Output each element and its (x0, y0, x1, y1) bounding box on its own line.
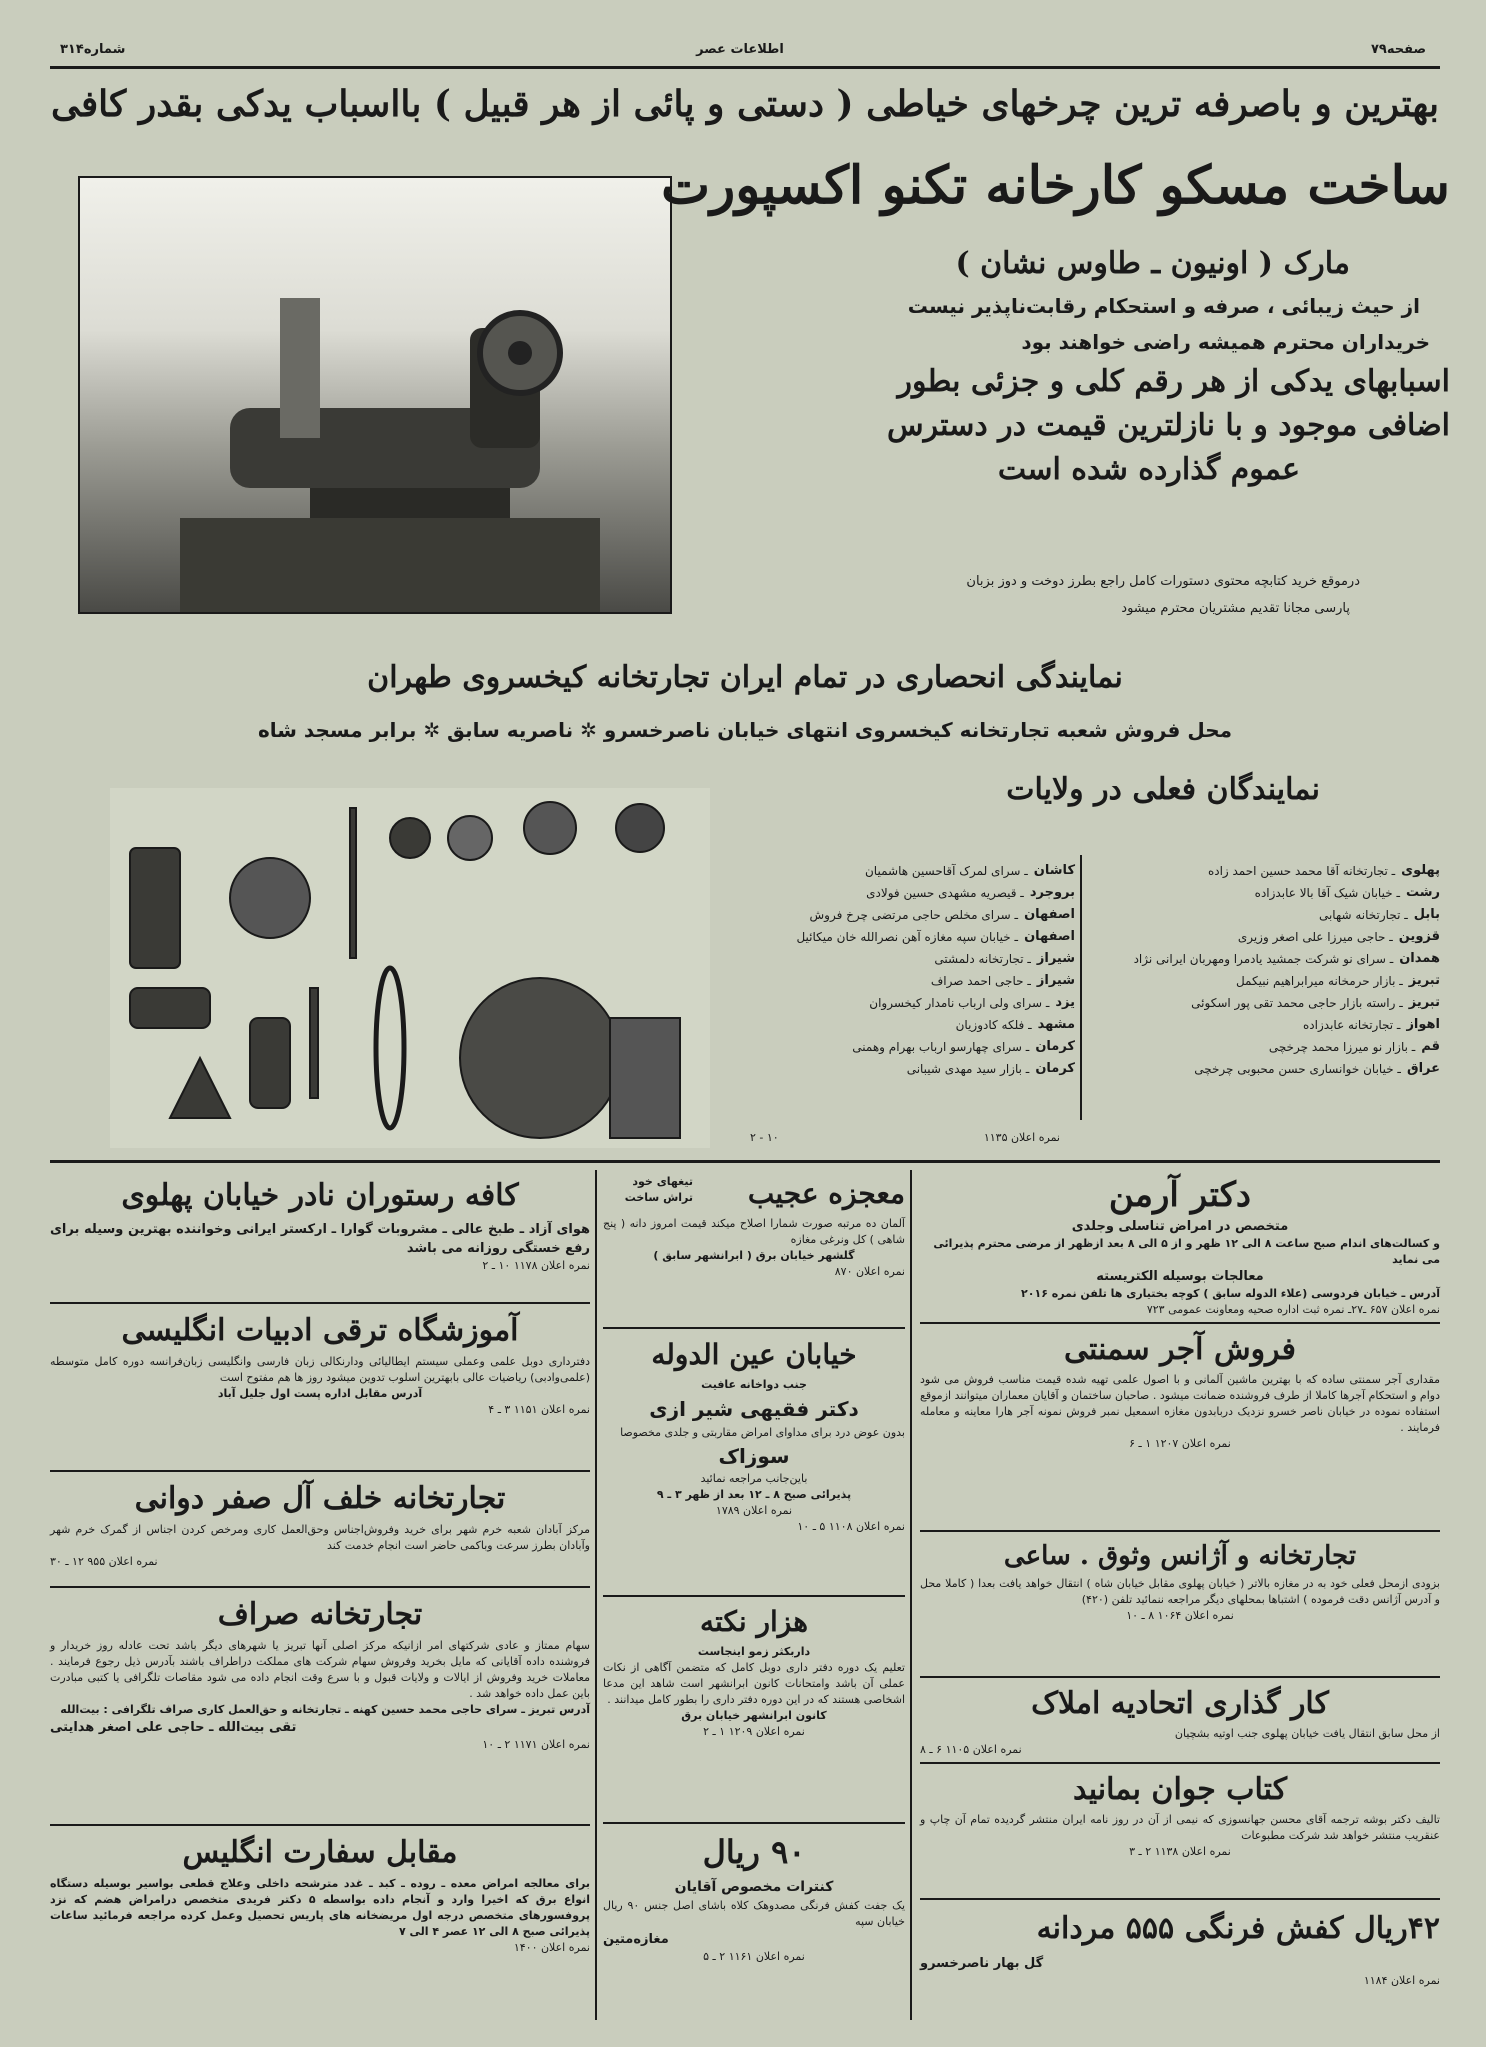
issue-number: شماره۳۱۴ (60, 42, 126, 57)
agent-row: یزد ـ سرای ولی ارباب نامدار کیخسروان (869, 995, 1075, 1010)
section-rule (50, 1160, 1440, 1163)
ad-cafe (50, 1172, 590, 1302)
ad-armen (920, 1172, 1440, 1322)
agent-row: رشت ـ خیابان شیک آقا بالا عابدزاده (1254, 885, 1440, 900)
spare-parts-icon (110, 788, 710, 1148)
agent-row: اهواز ـ تجارتخانه عابدزاده (1303, 1017, 1440, 1032)
main-big-2: اضافی موجود و با نازلترین قیمت در دسترس (886, 408, 1450, 443)
booklet-line-2: پارسی مجانا تقدیم مشتریان محترم میشود (1121, 601, 1350, 616)
mojeze-body: آلمان ده مرتبه صورت شمارا اصلاح میکند قیمت امروز دانه ( پنج شاهی ) کل ونرغی مغازه (603, 1217, 905, 1246)
hezar-body: تعلیم یک دوره دفتر داری دوبل کامل که متضمن آگاهی از نکات عملی آن باشد وامتحانات کانون ابرانشهر است شاهد این مدعا اشخاصی هستند که در این دوره دفتر داری را بطور کامل میدانند . (603, 1661, 905, 1706)
shoes-footer: نمره اعلان ۱۱۸۴ (1363, 1974, 1440, 1987)
booklet-line-1: درموقع خرید کتابچه محتوی دستورات کامل راجع بطرز دوخت و دوز بزبان (966, 574, 1360, 589)
safardavani-title: تجارتخانه خلف آل صفر دوانی (134, 1481, 506, 1516)
main-line-1: از حیث زیبائی ، صرفه و استحکام رقابت‌ناپذیر نیست (907, 294, 1420, 318)
embassy-title: مقابل سفارت انگلیس (182, 1835, 458, 1870)
brick-title: فروش آجر سمنتی (1064, 1332, 1296, 1367)
sarraf-footer: نمره اعلان ۱۱۷۱ ۲ ـ ۱۰ (482, 1738, 590, 1751)
ad-hezar (603, 1600, 905, 1822)
rule (920, 1322, 1440, 1324)
agent-row: کاشان ـ سرای لمرک آقاحسین هاشمیان (864, 863, 1075, 878)
book-title: کتاب جوان بمانید (1073, 1772, 1287, 1807)
mojeze-footer: نمره اعلان ۸۷۰ (834, 1265, 905, 1278)
rule (920, 1898, 1440, 1900)
paper-name: اطلاعات عصر (696, 42, 784, 57)
sarraf-address: آدرس تبریز ـ سرای حاجی محمد حسین کهنه ـ تجارتخانه و حق‌العمل کاری صراف تلگرافی : بیت‌الله (60, 1703, 590, 1716)
amlak-body: از محل سابق انتقال یافت خیابان پهلوی جنب اوتیه بشچیان (1174, 1727, 1440, 1740)
ad-vosough (920, 1536, 1440, 1676)
brand-name: مارک ( اونیون ـ طاوس نشان ) (955, 246, 1350, 281)
armen-footer: نمره اعلان ۶۵۷ ـ۲۷ـ نمره ثبت اداره صحیه ومعاونت عمومی ۷۲۳ (1146, 1303, 1440, 1316)
rule (603, 1822, 905, 1824)
einoddole-body: بدون عوض درد برای مداوای امراض مقاربتی و جلدی مخصوصا (620, 1426, 905, 1439)
mojeze-title: معجزه عجیب (747, 1177, 905, 1210)
school-address: آدرس مقابل اداره پست اول جلیل آباد (217, 1387, 423, 1400)
sewing-machine-photo (78, 176, 672, 614)
col-divider-left (595, 1170, 597, 2020)
school-body: دفترداری دوبل علمی وعملی سیستم ایطالیائی ودارنکالی زبان فارسی وانگلیسی زبان‌فرانسه دوره کامل متوسطه (علمی‌وادبی) ریاضیات عالی بابهترین اسلوب تدوین میشود روز ها هم مفتوح است (50, 1355, 590, 1384)
ad-school (50, 1308, 590, 1468)
rule (920, 1530, 1440, 1532)
col-divider-right (910, 1170, 912, 2020)
mojeze-aside: تیغهای خود تراش ساخت (624, 1175, 693, 1204)
mojeze-address: گلشهر خیابان برق ( ابرانشهر سابق ) (653, 1249, 855, 1262)
sewing-machine-icon (80, 178, 670, 612)
hezar-sub: داربکثر زمو اینجاست (697, 1645, 811, 1658)
ad-einoddole (603, 1333, 905, 1593)
agent-row: کرمان ـ سرای چهارسو ارباب بهرام وهمنی (852, 1039, 1075, 1054)
rule (603, 1595, 905, 1597)
school-footer: نمره اعلان ۱۱۵۱ ۳ ـ ۴ (488, 1403, 590, 1416)
rial-body: یک جفت کفش فرنگی مصدوهک کلاه باشای اصل جنس ۹۰ ریال خیابان سپه (603, 1899, 906, 1928)
main-big-1: اسبابهای یدکی از هر رقم کلی و جزئی بطور (897, 364, 1450, 399)
book-footer: نمره اعلان ۱۱۳۸ ۲ ـ ۳ (1129, 1845, 1231, 1858)
einoddole-title: خیابان عین الدوله (651, 1338, 857, 1371)
vosough-title: تجارتخانه و آژانس وثوق . ساعی (1003, 1541, 1357, 1571)
sarraf-sign: تقی بیت‌الله ـ حاجی علی اصغر هدایتی (50, 1720, 297, 1735)
agent-row: پهلوی ـ تجارتخانه آقا محمد حسین احمد زاده (1207, 863, 1440, 878)
sarraf-title: تجارتخانه صراف (217, 1597, 423, 1632)
shoes-title: ۴۲ریال کفش فرنگی ۵۵۵ مردانه (1036, 1911, 1440, 1946)
einoddole-hours: پذیرائی صبح ۸ ـ ۱۲ بعد از ظهر ۳ ـ ۹ (656, 1488, 852, 1501)
page-header (40, 38, 1446, 64)
rule (50, 1302, 590, 1304)
agent-row: تبریز ـ راسته بازار حاجی محمد تقی پور اسکوئی (1191, 995, 1440, 1010)
hezar-address: کانون ابرانشهر خیابان برق (681, 1709, 827, 1722)
agent-row: همدان ـ سرای نو شرکت جمشید یادمرا ومهربان ایرانی نژاد (1133, 951, 1440, 966)
ad-sarraf (50, 1592, 590, 1822)
brick-footer: نمره اعلان ۱۲۰۷ ۱ ـ ۶ (1129, 1437, 1231, 1450)
agents-title: نمایندگان فعلی در ولایات (1006, 772, 1320, 807)
exclusive-agency: نمایندگی انحصاری در تمام ایران تجارتخانه کیخسروی طهران (367, 660, 1123, 695)
ad-rial (603, 1828, 905, 2018)
cafe-body: هوای آزاد ـ طبخ عالی ـ مشروبات گوارا ـ ارکستر ایرانی وخواننده بهترین وسیله برای رفع خستگی روزانه می باشد (50, 1222, 590, 1256)
vosough-body: بزودی ازمحل فعلی خود به در مغازه بالاتر ( خیابان پهلوی مقابل خیابان شاه ) انتقال خواهد یافت بعدا ( کاملا محل و آدرس آژانس دقت فرموده ) اشتباها بمحلهای دیگر مراجعه ننمائید تلفن (۴۲۰) (920, 1577, 1440, 1606)
agent-row: تبریز ـ بازار حرمخانه میرابراهیم نبیکمل (1235, 973, 1440, 988)
main-line-2: خریداران محترم همیشه راضی خواهند بود (1021, 330, 1430, 354)
rule (50, 1470, 590, 1472)
ad-book (920, 1768, 1440, 1898)
header-rule (50, 66, 1440, 69)
einoddole-num: نمره اعلان ۱۷۸۹ (715, 1504, 793, 1517)
agent-row: بابل ـ تجارتخانه شهابی (1318, 907, 1440, 922)
agents-divider (1080, 855, 1082, 1120)
page-number: صفحه۷۹ (1370, 42, 1426, 57)
ad-brick (920, 1328, 1440, 1528)
hezar-footer: نمره اعلان ۱۲۰۹ ۱ ـ ۲ (703, 1725, 805, 1738)
agent-row: شیراز ـ تجارتخانه دلمشتی (934, 951, 1075, 966)
school-title: آموزشگاه ترقی ادبیات انگلیسی (121, 1313, 519, 1348)
rial-sub: کنترات مخصوص آقایان (674, 1879, 834, 1895)
agent-row: قزوین ـ حاجی میرزا علی اصغر وزیری (1237, 929, 1440, 944)
einoddole-souzak: سوزاک (718, 1444, 790, 1468)
booklet-note (500, 572, 1360, 618)
ad-safardavani (50, 1476, 590, 1586)
agent-row: مشهد ـ فلکه کادوزیان (955, 1017, 1075, 1032)
agent-row: اصفهان ـ سرای مخلص حاجی مرتضی چرخ فروش (809, 907, 1075, 922)
embassy-footer: نمره اعلان ۱۴۰۰ (513, 1941, 590, 1954)
agent-row: قم ـ بازار نو میرزا محمد چرخچی (1268, 1039, 1440, 1054)
ad-mojeze (603, 1172, 905, 1327)
armen-hours: و کسالت‌های اندام صبح ساعت ۸ الی ۱۲ ظهر و از ۵ الی ۸ بعد ازظهر از مرضی محترم پذیرائی می نماید (933, 1237, 1440, 1266)
safardavani-body: مرکز آبادان شعبه خرم شهر برای خرید وفروش‌اجناس وحق‌العمل کاری ومرخص کردن اجناس از گمرک خرم شهر وآبادان بطرز سرعت وباکمی حاضر است انجام خدمت کند (50, 1523, 590, 1552)
main-ad-dates: ۲ - ۱۰ (750, 1131, 779, 1144)
main-ad-text (661, 150, 1450, 492)
armen-address: آدرس ـ خیابان فردوسی (علاء الدوله سابق ) کوچه بختیاری ها تلفن نمره ۲۰۱۶ (1021, 1287, 1440, 1300)
cafe-title: کافه رستوران نادر خیابان پهلوی (121, 1178, 519, 1213)
sarraf-body: سهام ممتاز و عادی شرکتهای امر ازانیکه مرکز اصلی آنها تبریز یا شهرهای دیگر باشد تحت عادله روز خریدار و فروشنده داده آقایانی که مایل بخرید وفروش سهام شرکت های مملکت دراطراف باشند بآدرس ذیل رجوع فرمایند . معاملات خرید وفروش از ایالات و ولایات قبول و با سرع وقت انجام داده می شود مقاصات تلگرافی یا کتبی مبادرت باین عمل داده خواهد شد . (50, 1639, 590, 1700)
main-ad-number: نمره اعلان ۱۱۳۵ (983, 1131, 1060, 1144)
spare-parts-figure (110, 788, 710, 1148)
hezar-title: هزار نکته (700, 1605, 808, 1638)
main-headline-2: ساخت مسکو کارخانه تکنو اکسپورت (661, 155, 1450, 216)
main-big-3: عموم گذارده شده است (997, 452, 1300, 487)
ad-shoes (920, 1904, 1440, 2014)
agents-left-list (740, 860, 1075, 1080)
vosough-footer: نمره اعلان ۱۰۶۴ ۸ ـ ۱۰ (1126, 1609, 1234, 1622)
agent-row: شیراز ـ حاجی احمد صراف (930, 973, 1075, 988)
armen-specialty: متخصص در امراض تناسلی وجلدی (1071, 1219, 1289, 1234)
agent-row: کرمان ـ بازار سید مهدی شیبانی (906, 1061, 1075, 1076)
cafe-footer: نمره اعلان ۱۱۷۸ ۱۰ ـ ۲ (482, 1259, 590, 1272)
amlak-title: کار گذاری اتحادیه املاک (1031, 1686, 1329, 1721)
rule (50, 1586, 590, 1588)
book-body: تالیف دکتر بوشه ترجمه آقای محسن جهانسوزی که نیمی از آن در روز نامه ایران منتشر گردیده تمام آن چاپ و عنقریب منتشر خواهد شد شرکت مطبوعات (920, 1813, 1440, 1842)
einoddole-footer: نمره اعلان ۱۱۰۸ ۵ ـ ۱۰ (797, 1520, 905, 1533)
amlak-footer: نمره اعلان ۱۱۰۵ ۶ ـ ۸ (920, 1743, 1022, 1756)
rule (603, 1327, 905, 1329)
agent-row: بروجرد ـ قیصریه مشهدی حسین فولادی (866, 885, 1075, 900)
einoddole-sub: جنب دواخانه عافیت (701, 1378, 807, 1391)
rial-title: ۹۰ ریال (702, 1833, 806, 1871)
einoddole-body2: باین‌جانب مراجعه نمائید (700, 1472, 808, 1485)
rule (920, 1762, 1440, 1764)
main-headline-1: بهترین و باصرفه ترین چرخهای خیاطی ( دستی و پائی از هر قبیل ) بااسباب یدکی بقدر کافی (50, 83, 1440, 125)
armen-title: دکتر آرمن (1108, 1175, 1252, 1215)
agent-row: عراق ـ خیابان خوانساری حسن محبوبی چرخچی (1194, 1061, 1440, 1076)
armen-electric: معالجات بوسیله الکتریسته (1096, 1269, 1264, 1284)
shoes-side: گل بهار ناصرخسرو (920, 1956, 1044, 1971)
safardavani-footer: نمره اعلان ۹۵۵ ۱۲ ـ ۳۰ (50, 1555, 158, 1568)
sale-place: محل فروش شعبه تجارتخانه کیخسروی انتهای خیابان ناصرخسرو ✲ ناصریه سابق ✲ برابر مسجد شاه (257, 718, 1232, 742)
ad-embassy (50, 1830, 590, 2015)
agents-right-list (1090, 860, 1440, 1080)
embassy-body: برای معالجه امراض معده ـ روده ـ کبد ـ غدد مترشحه داخلی وعلاج قطعی بواسیر بوسیله دستگاه انواع برق که اخیرا وارد و آنجام داده بواسطه ۵ دکتر فریدی متخصص درامراض هضم که نزد پروفسورهای متخصص درجه اول مریضخانه های پاریس تحصیل وعمل کرده مراجعه فرمائید ساعات پذیرائی صبح ۸ الی ۱۲ عصر ۴ الی ۷ (50, 1877, 590, 1938)
einoddole-doctor: دکتر فقیهی شیر ازی (649, 1397, 859, 1421)
rule (920, 1676, 1440, 1678)
agent-row: اصفهان ـ خیابان سپه مغازه آهن نصرالله خان میکائیل (796, 929, 1075, 944)
brick-body: مقداری آجر سمنتی ساده که با بهترین ماشین آلمانی و با اصول علمی تهیه شده قیمت مناسب فروش می شود دوام و استحکام آجرها کاملا از طرف فروشنده ضمانت میشود . صاحبان ساختمان و آقایان معماران میتوانند ازموقع استفاده نموده در خیابان ناصر خسرو نزدیک دربابدون مغازه اسمعیل نمبر فروش نمونه آجر هارا معاینه و معامله فرمایند . (920, 1373, 1440, 1434)
ad-amlak (920, 1682, 1440, 1762)
rial-shop: مغازه‌متین (603, 1932, 669, 1947)
rial-footer: نمره اعلان ۱۱۶۱ ۲ ـ ۵ (703, 1950, 805, 1963)
rule (50, 1824, 590, 1826)
